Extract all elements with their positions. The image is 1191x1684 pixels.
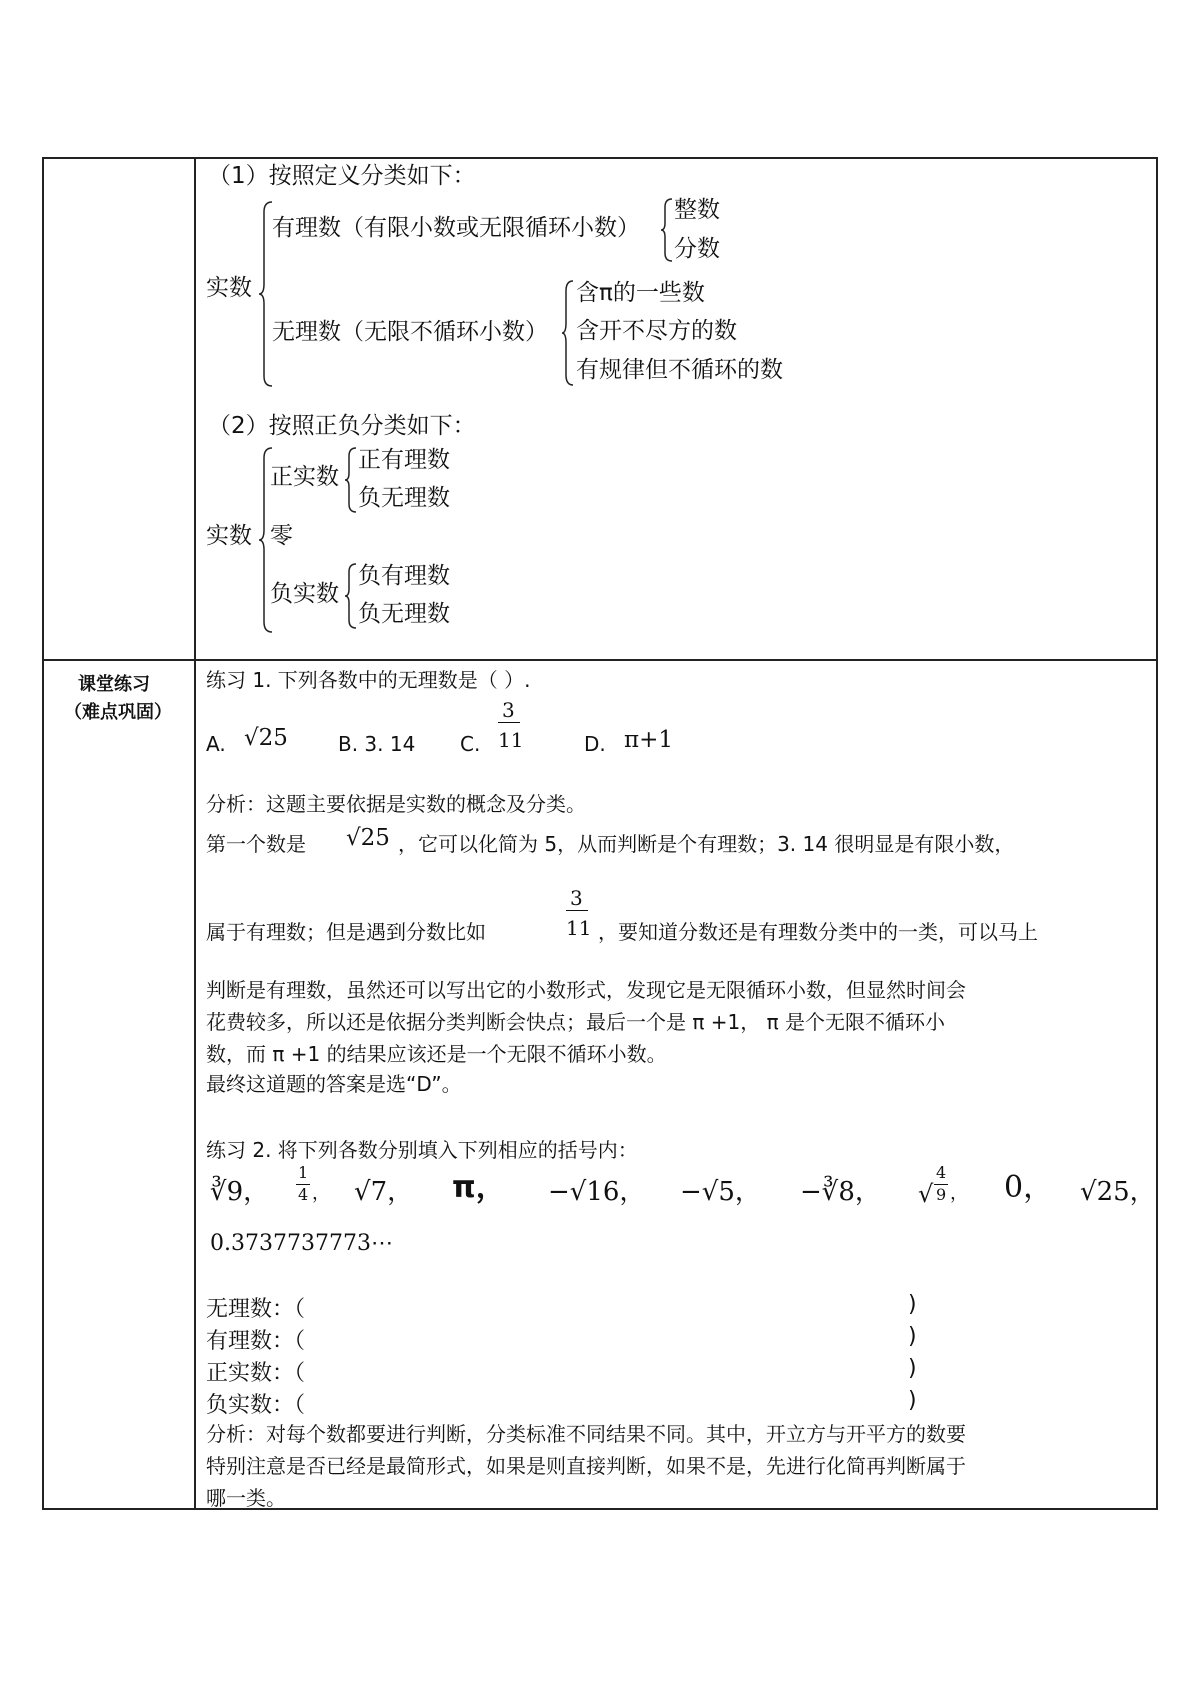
ex1-option-b: B. 3. 14 [338, 732, 416, 756]
ex2-number-zero: 0， [1004, 1170, 1054, 1205]
ex1-option-d-value: π+1 [624, 727, 674, 753]
tree2-positive-sub-2: 负无理数 [358, 485, 450, 511]
ex2-number-four-ninths-denominator: 9 [936, 1185, 947, 1204]
tree1-rational-sub-2: 分数 [674, 236, 720, 262]
ex2-analysis-line1: 分析：对每个数都要进行判断，分类标准不同结果不同。其中，开立方与开平方的数要 [206, 1422, 966, 1446]
ex2-number-sqrt25: √25， [1080, 1177, 1156, 1207]
ex1-analysis-line5: 花费较多，所以还是依据分类判断会快点；最后一个是 π +1， π 是个无限不循环小 [206, 1010, 945, 1034]
tree2-positive-sub-1: 正有理数 [358, 447, 450, 473]
ex2-blank-irrational-close: ) [908, 1292, 917, 1317]
ex1-analysis-line2a: 第一个数是 [206, 832, 306, 856]
ex2-number-pi: π， [452, 1170, 506, 1205]
ex1-analysis-line4: 判断是有理数，虽然还可以写出它的小数形式，发现它是无限循环小数，但显然时间会 [206, 978, 966, 1002]
ex1-question: 练习 1. 下列各数中的无理数是（ ）. [206, 668, 531, 692]
section2-heading: （2）按照正负分类如下： [208, 413, 476, 439]
ex1-analysis-frac-denominator: 11 [566, 916, 592, 940]
ex2-analysis-line3: 哪一类。 [206, 1486, 286, 1510]
tree1-irrational-sub-3: 有规律但不循环的数 [576, 357, 783, 383]
ex2-blank-rational: 有理数：（ [206, 1329, 306, 1354]
tree2-negative-sub-2: 负无理数 [358, 601, 450, 627]
ex2-analysis-line2: 特别注意是否已经是最简形式，如果是则直接判断，如果不是，先进行化简再判断属于 [206, 1454, 966, 1478]
ex1-analysis-line2b: ，它可以化简为 5，从而判断是个有理数；3. 14 很明显是有限小数， [398, 832, 1015, 856]
tree2-positive-brace [344, 446, 358, 514]
tree1-irrational: 无理数（无限不循环小数） [272, 319, 548, 345]
ex1-analysis-line3a: 属于有理数；但是遇到分数比如 [206, 920, 486, 944]
ex2-number-quarter-numerator: 1 [298, 1163, 309, 1182]
ex1-option-a-value: √25 [244, 725, 288, 751]
ex1-analysis-line6: 数，而 π +1 的结果应该还是一个无限不循环小数。 [206, 1042, 667, 1066]
tree2-zero: 零 [270, 523, 293, 549]
section1-heading: （1）按照定义分类如下： [208, 163, 476, 189]
tree1-rational-sub-1: 整数 [674, 197, 720, 223]
tree2-negative: 负实数 [270, 581, 339, 607]
row-label-practice: 课堂练习 [78, 674, 150, 695]
tree1-irrational-brace [561, 279, 575, 387]
ex1-option-c-denominator: 11 [498, 728, 524, 752]
ex2-number-neg-sqrt5: −√5， [680, 1177, 761, 1207]
ex2-number-cbrt9: ∛9， [210, 1177, 270, 1207]
ex2-number-quarter-comma: ， [312, 1183, 330, 1204]
ex2-blank-negative: 负实数：（ [206, 1393, 306, 1418]
ex2-number-sqrt-symbol: √ [918, 1180, 934, 1208]
ex2-blank-positive: 正实数：（ [206, 1361, 306, 1386]
ex2-number-sqrt7: √7， [354, 1177, 414, 1207]
ex2-number-neg-sqrt16: −√16， [548, 1177, 646, 1207]
ex2-blank-positive-close: ) [908, 1356, 917, 1381]
tree1-irrational-sub-2: 含开不尽方的数 [576, 318, 737, 344]
row-label-difficulty: （难点巩固） [64, 702, 172, 723]
ex2-blank-irrational: 无理数：（ [206, 1297, 306, 1322]
ex2-number-repeating-decimal: 0.3737737773⋯ [210, 1231, 393, 1256]
ex2-number-four-ninths-comma: ， [950, 1183, 968, 1204]
ex2-blank-negative-close: ) [908, 1388, 917, 1413]
ex1-answer: 最终这道题的答案是选“D”。 [206, 1072, 462, 1096]
ex2-number-four-ninths-numerator: 4 [936, 1163, 947, 1182]
ex1-option-a: A. [206, 732, 226, 756]
tree1-irrational-sub-1: 含π的一些数 [576, 280, 705, 306]
ex1-option-d: D. [584, 732, 606, 756]
ex2-blank-rational-close: ) [908, 1324, 917, 1349]
ex1-analysis-sqrt25: √25 [346, 825, 390, 851]
ex1-option-c-fraction-bar [498, 722, 520, 723]
ex1-analysis-line1: 分析：这题主要依据是实数的概念及分类。 [206, 792, 586, 816]
ex1-analysis-fraction-bar [566, 910, 588, 911]
tree2-negative-brace [344, 562, 358, 630]
tree2-negative-sub-1: 负有理数 [358, 563, 450, 589]
ex1-analysis-frac-numerator: 3 [570, 886, 583, 910]
tree1-root: 实数 [206, 275, 252, 301]
ex1-option-c-numerator: 3 [502, 698, 515, 722]
ex1-option-c: C. [460, 732, 481, 756]
tree1-rational-brace [660, 197, 674, 263]
table-column-divider [194, 159, 196, 1508]
ex2-number-quarter-denominator: 4 [298, 1185, 309, 1204]
ex2-question: 练习 2. 将下列各数分别填入下列相应的括号内： [206, 1138, 638, 1162]
ex1-analysis-line3b: ，要知道分数还是有理数分类中的一类，可以马上 [598, 920, 1038, 944]
ex2-number-neg-cbrt8: −∛8， [800, 1177, 881, 1207]
table-row-divider [44, 659, 1156, 661]
tree2-root: 实数 [206, 523, 252, 549]
tree2-positive: 正实数 [270, 464, 339, 490]
tree1-rational: 有理数（有限小数或无限循环小数） [272, 215, 640, 241]
